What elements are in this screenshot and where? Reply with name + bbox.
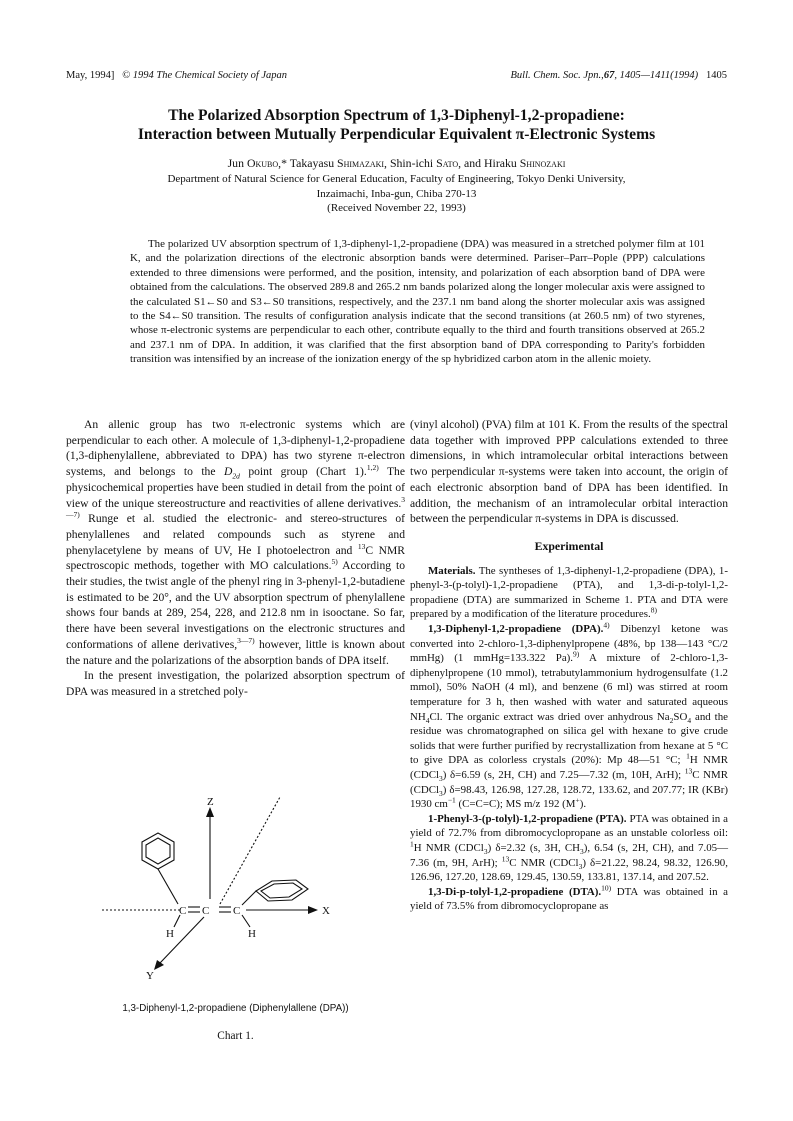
chart-label: Chart 1. (217, 1030, 254, 1042)
atom-h-right: H (248, 928, 256, 940)
x-axis-arrow (308, 906, 318, 914)
citation: 1,2) (366, 463, 379, 473)
atom-c1: C (179, 905, 187, 917)
right-phenyl-inner (261, 883, 302, 898)
intro-paragraph-continued: (vinyl alcohol) (PVA) film at 101 K. From the results of the spectral data together with improved PPP calculations extended to three dimensions, in which intramolecular orbital interactions between two perpendicular π-systems were taken into account, the origin of each electronic absorption band of DPA has been identified. In addition, the mechanism of an intramolecular orbital interaction between the perpendicular π-systems in DPA is discussed. (410, 418, 728, 526)
left-phenyl-inner (146, 838, 170, 864)
experimental-text (410, 564, 728, 914)
dpa-paragraph: 1,3-Diphenyl-1,2-propadiene (DPA).$^{4)}$ Dibenzyl ketone was converted into 2-chloro-1,3-diphenylpropene (48%, bp 138—143 °C/2 mmHg) (1 mmHg=133.322 Pa).$^{9)}$ A mixture of 2-chloro-1,3-diphenylpropene (10 mmol), tetrabutylammonium hydrogensulfate (1.2 mmol), 50% NaOH (4 ml), and benzene (6 ml) was stirred at room temperature for 3 h, then washed with water and saturated aqueous $NH_4Cl$. The organic extract was dried over anhydrous $Na_2SO_4$ and the residue was chromatographed on silica gel with hexane to give crude solids that were further purified by recrystallization from hexane at 5 °C to give DPA as colorless crystals (20%): Mp 48—51 °C; $^1$H NMR (CDCl$_3$) δ=6.59 (s, 2H, CH) and 7.25—7.32 (m, 10H, ArH); $^{13}$C NMR (CDCl$_3$) δ=98.43, 126.98, 127.28, 128.72, 133.62, and 207.77; IR (KBr) 1930 $cm^{-1}$ (C=C=C); MS m/z 192 (M+). (410, 620, 728, 811)
author-shimazaki: Shimazaki (337, 156, 385, 170)
author-list: Jun Okubo,* Takayasu Shimazaki, Shin-ichi Sato, and Hiraku Shinozaki (227, 156, 566, 170)
dta-heading: 1,3-Di-p-tolyl-1,2-propadiene (DTA). (428, 885, 602, 898)
author-sato: Sato (436, 156, 459, 170)
right-phenyl-bond (242, 891, 256, 905)
citation: 10) (601, 883, 612, 893)
chart-1-structure (96, 787, 386, 1002)
axis-x-label: X (322, 905, 330, 917)
materials-paragraph: Materials. The syntheses of 1,3-diphenyl-1,2-propadiene (DPA), 1-phenyl-3-(p-tolyl)-1,2-propadiene (PTA), and 1,3-di-p-tolyl-1,2-propadiene (DTA) are summarized in Scheme 1. PTA and DTA were prepared by a modification of the literature procedures.$^{8)}$ (410, 564, 728, 621)
citation: 3—7) (66, 494, 405, 520)
copyright-symbol: © (122, 70, 131, 81)
citation: 5) (331, 557, 338, 567)
dta-paragraph: 1,3-Di-p-tolyl-1,2-propadiene (DTA).$^{10)}$ DTA was obtained in a yield of 73.5% from dibromocyclopropane as (410, 883, 729, 913)
society-name: 1994 The Chemical Society of Japan (132, 70, 288, 81)
section-heading-experimental: Experimental (534, 538, 604, 553)
journal-name: Bull. Chem. Soc. Jpn., (510, 70, 604, 81)
journal-pages: , 1405—1411(1994) (614, 70, 699, 81)
intro-paragraph-1: An allenic group has two π-electronic systems which are perpendicular to each other. A molecule of 1,3-diphenyl-1,2-propadiene (1,3-diphenylallene, abbreviated to DPA) has two styrene π-electron systems, and belongs to the $D_{2d}$ point group (Chart 1).$^{1,2)}$ The physicochemical properties have been studied in detail from the point of view of the unique stereostructure and reactivities of allene derivatives.$^{3—7)}$ Runge et al. studied the electronic- and stereo-structures of phenylallenes and related compounds such as styrene and phenylacetylene by means of UV, He I photoelectron and $^{13}$C NMR spectroscopic methods, together with MO calculations.$^{5)}$ According to their studies, the twist angle of the phenyl ring in 3-phenyl-1,2-butadiene is estimated to be 20°, and the UV absorption spectrum of phenylallene shows four bands at 289, 254, 228, and 212.8 nm in isooctane. So far, there have been several investigations on the electronic structures and conformations of allene derivatives,$^{3—7)}$ however, little is known about the nature and the polarizations of the absorption bands of DPA itself. (66, 418, 405, 667)
header-left: May, 1994] © 1994 The Chemical Society of Japan (66, 70, 288, 81)
affiliation: Department of Natural Science for General Education, Faculty of Engineering, Tokyo Denki University, Inzaimachi, Inba-gun, Chiba 270-13 (Received November 22, 1993) (66, 172, 727, 216)
citation: 8) (650, 605, 657, 615)
y-axis-line (160, 917, 204, 963)
page-number: 1405 (706, 70, 727, 81)
left-column (66, 417, 405, 700)
citation: 3—7) (237, 635, 255, 645)
right-column (410, 417, 728, 914)
title-line-1: The Polarized Absorption Spectrum of 1,3-Diphenyl-1,2-propadiene: (168, 107, 625, 124)
abstract-text: The polarized UV absorption spectrum of 1,3-diphenyl-1,2-propadiene (DPA) was measured in a stretched polymer film at 101 K, and the polarization directions of the electronic absorption bands were determined. Pariser–Parr–Pople (PPP) calculations extended to three dimensions were performed, and the position, intensity, and polarization of each absorption band of DPA were obtained from the calculations. The observed 289.8 and 265.2 nm bands polarized along the longer molecular axis were assigned to the calculated S1←S0 and S3←S0 transitions, respectively, and the 237.1 nm band along the shorter molecular axis was assigned to the S4←S0 transition. The results of configuration analysis indicate that the second transitions (at 260.5 nm) of two styrenes, whose π-electronic systems are perpendicular to each other, contribute equally to the third and fourth transitions observed at 265.2 and 237.1 nm of DPA. In addition, it was clarified that the first absorption band of DPA corresponding to Parity's forbidden transition was intensified by an increase of the ionization energy of the sp hybridized carbon atom in the allenic moiety. (130, 238, 705, 366)
materials-heading: Materials. (428, 564, 476, 577)
journal-volume: 67 (603, 70, 615, 81)
running-header (66, 70, 727, 86)
author-okubo: Okubo (246, 156, 279, 170)
dpa-heading: 1,3-Diphenyl-1,2-propadiene (DPA). (428, 623, 604, 635)
atom-c3: C (233, 905, 241, 917)
y-axis-arrow (154, 960, 164, 970)
paper-title (66, 106, 727, 144)
atom-h-left: H (166, 928, 174, 940)
axis-y-label: Y (146, 970, 154, 982)
pta-paragraph: 1-Phenyl-3-(p-tolyl)-1,2-propadiene (PTA). PTA was obtained in a yield of 72.7% from dibromocyclopropane as an unstable colorless oil: $^1$H NMR (CDCl$_3$) δ=2.32 (s, 3H, $CH_3$), 6.54 (s, 2H, CH), and 7.05—7.36 (m, 9H, ArH); $^{13}$C NMR (CDCl$_3$) δ=21.22, 98.24, 98.32, 126.90, 126.96, 127.20, 128.69, 129.45, 130.59, 133.81, 137.14, and 207.52. (410, 812, 728, 884)
chart-caption: 1,3-Diphenyl-1,2-propadiene (Diphenylallene (DPA)) (122, 1003, 349, 1014)
atom-c2: C (202, 905, 210, 917)
abstract (130, 237, 705, 367)
axis-z-label: Z (207, 796, 214, 808)
citation: 4) (603, 620, 610, 630)
received-date: (Received November 22, 1993) (327, 202, 466, 214)
intro-paragraph-2: In the present investigation, the polarized absorption spectrum of DPA was measured in a stretched poly- (66, 669, 405, 698)
header-right (510, 70, 727, 81)
title-line-2: Interaction between Mutually Perpendicular Equivalent π-Electronic Systems (137, 126, 656, 143)
citation: 9) (573, 649, 580, 659)
pta-heading: 1-Phenyl-3-(p-tolyl)-1,2-propadiene (PTA). (428, 812, 627, 825)
left-phenyl-bond (158, 869, 178, 904)
z-axis-arrow (206, 807, 214, 817)
author-shinozaki: Shinozaki (519, 156, 566, 170)
diagonal-dashed (220, 797, 280, 904)
